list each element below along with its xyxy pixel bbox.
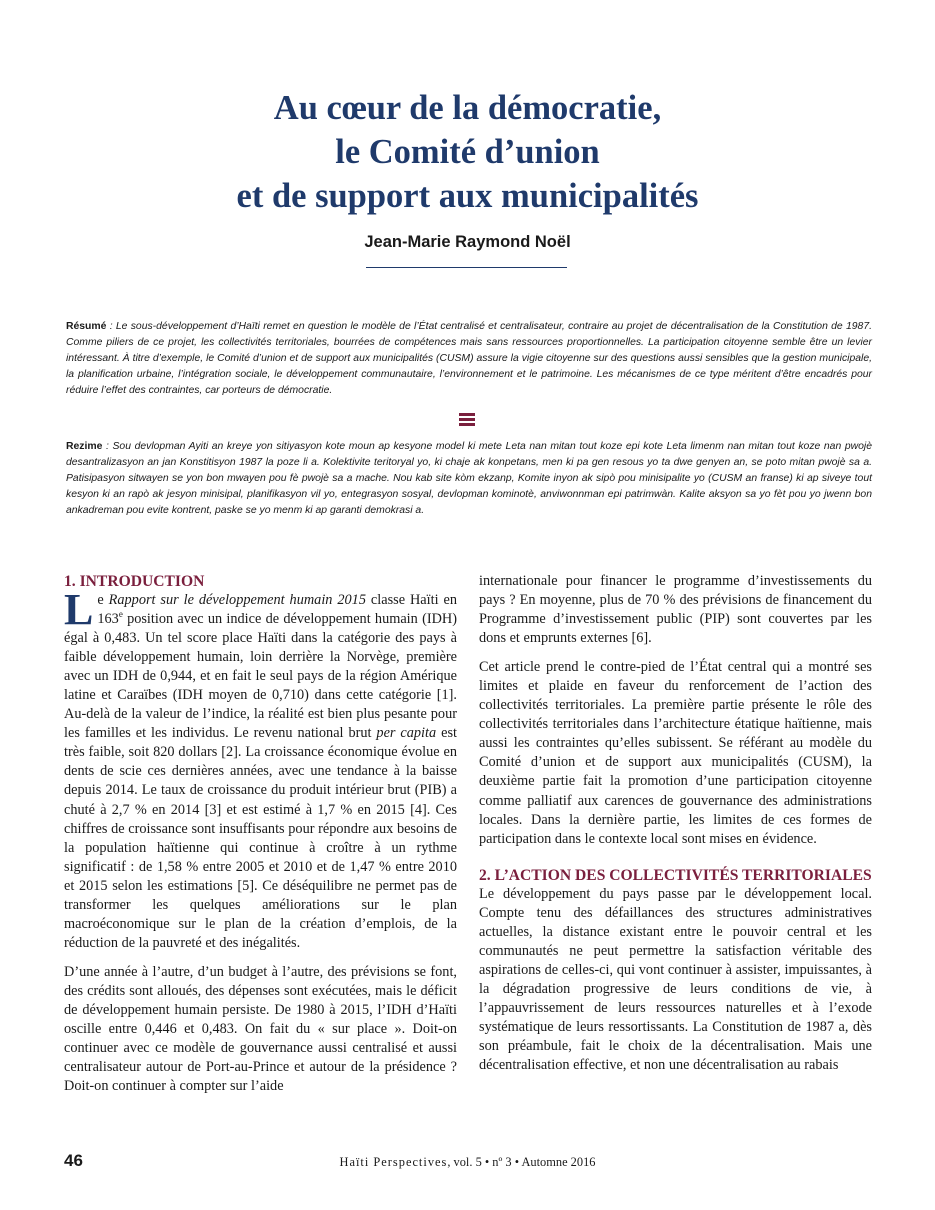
abstract-creole-label: Rezime — [66, 441, 103, 452]
intro-text-d: est très faible, soit 820 dollars [2]. La croissance économique évolue en dents de scie ces dernières années, avec une tendance à la baisse depuis 2014. Le taux de croissance du produit intérieur brut (PIB) a chuté à 2,7 % en 2014 [3] et est estimé à 1,7 % en 2015 [4]. Ces chiffres de croissance sont insuffisants pour répondre aux besoins de la population haïtienne qui continue à croître à un rythme significatif : de 1,58 % entre 2005 et 2010 et de 1,47 % entre 2010 et 2015 selon les estimations [5]. Ce déséquilibre ne permet pas de transformer les quelques améliorations sur le plan macroéconomique sur le plan de la création d’emplois, de la réduction de la pauvreté et des inégalités. — [64, 725, 457, 951]
title-line-2: le Comité d’union — [335, 133, 600, 171]
intro-paragraph-1 — [64, 585, 457, 953]
author-name: Jean-Marie Raymond Noël — [364, 233, 571, 251]
intro-paragraph-3: internationale pour financer le programme d’investissements du pays ? En moyenne, plus de 70 % des prévisions de financement du Programme d’investissement public (PIP) sont couvertes par les dons et emprunts externes [6]. — [479, 573, 872, 647]
report-title: Rapport sur le développement humain 2015 — [108, 592, 366, 608]
author-underline — [366, 267, 567, 268]
title-line-1: Au cœur de la démocratie, — [273, 89, 662, 127]
section-heading-collectivites: 2. L’ACTION DES COLLECTIVITÉS TERRITORIALES — [479, 866, 872, 884]
drop-cap: L — [64, 585, 94, 634]
journal-issue: , vol. 5 • nº 3 • Automne 2016 — [447, 1155, 596, 1169]
intro-paragraph-2: D’une année à l’autre, d’un budget à l’autre, des prévisions se font, des crédits sont alloués, des dépenses sont exécutées, mais le déficit de développement humain persiste. De 1980 à 2015, l’IDH d’Haïti oscille entre 0,446 et 0,483. On fait du « sur place ». Doit-on continuer avec ce modèle de gouvernance aussi centralisé et aussi centralisateur autour de Port-au-Prince et autour de la présidence ? Doit-on continuer à compter sur l’aide — [64, 963, 457, 1095]
intro-text-c: position avec un indice de développement humain (IDH) égal à 0,483. Un tel score place Haïti dans la catégorie des pays à faible développement humain, loin derrière la Norvège, première avec un IDH de 0,944, et en fait le seul pays de la région Amérique latine et Caraïbes (IDH moyen de 0,710) dans cette catégorie [1]. Au-delà de la valeur de l’indice, la réalité est bien plus pesante pour les familles et les individus. Le revenu national brut — [64, 611, 457, 742]
section-heading-introduction: 1. INTRODUCTION — [64, 573, 205, 590]
title-line-3: et de support aux municipalités — [236, 177, 699, 215]
column-left — [64, 572, 457, 1106]
abstract-french-label: Résumé — [66, 321, 107, 332]
page-number: 46 — [64, 1151, 83, 1170]
superscript-e: e — [118, 609, 123, 620]
abstract-french-text: : Le sous-développement d’Haïti remet en question le modèle de l’État centralisé et centralisateur, contraire au projet de décentralisation de la Constitution de 1987. Comme piliers de ce projet, les collectivités territoriales, bourrées de compétences mais sans ressources proportionnelles. La participation citoyenne semble être un levier intéressant. À titre d’exemple, le Comité d’union et de support aux municipalités (CUSM) assure la vigie citoyenne sur des questions aussi sensibles que la gestion municipale, la planification urbaine, l’intégration sociale, le développement communautaire, l’environnement et le patrimoine. Les mécanismes de ce type méritent d’être encadrés pour réduire l’effet des contraintes, car porteurs de démocratie. — [66, 321, 872, 396]
abstract-creole-text: : Sou devlopman Ayiti an kreye yon sitiyasyon kote moun ap kesyone model ki mete Leta nan mitan tout koze epi kote Leta limenm nan mitan tout koze nan pwojè desantralizasyon an jan Konstitisyon 1987 la poze li a. Kolektivite teritoryal yo, ki chaje ak konpetans, men ki pa gen resous yo ta dwe genyen an, se poto mitan pwojè sa a. Patisipasyon sitwayen se yon bon mwayen pou fè pwojè sa a mache. Nou kab site kòm ekzanp, Komite inyon ak sipò pou minisipalite yo (CUSM an franse) ki ap siveye tout kesyon ki an rapò ak jesyon minisipal, planifikasyon vil yo, entegrasyon sosyal, devlopman kominotè, anviwonnman epi patrimwàn. Kalite aksyon sa yo fèt pou yo jwenn bon ankadreman pou evite kontrent, paske se yo menm ki ap garanti demokrasi a. — [66, 441, 872, 516]
intro-text-a: e — [97, 592, 109, 608]
intro-paragraph-4: Cet article prend le contre-pied de l’État central qui a montré ses limites et plaide en faveur du renforcement de l’action des collectivités territoriales. La première partie présente le rôle des collectivités territoriales dans l’architecture étatique haïtienne, mais aussi les contraintes qu’elles subissent. Se référant au modèle du Comité d’union et de support aux municipalités (CUSM), la deuxième partie fait la promotion d’une participation citoyenne comme palliatif aux carences de gouvernance des administrations locales. Dans la dernière partie, les limites de ces formes de participation dans le contexte local sont mises en évidence. — [479, 659, 872, 847]
per-capita-italic: per capita — [376, 725, 437, 742]
section2-paragraph-1: Le développement du pays passe par le développement local. Compte tenu des défaillances des structures administratives actuelles, la distance existant entre le pouvoir central et les communautés ne peut permettre la satisfaction véritable des aspirations de celles-ci, qui vont continuer à assister, impuissantes, à la dégradation progressive de leurs conditions de vie, à l’appauvrissement de leurs ressources naturelles et à l’exode systématique de leurs ressortissants. La Constitution de 1987 a, dès son préambule, fait le choix de la décentralisation. Mais une décentralisation effective, et non une décentralisation au rabais — [479, 885, 872, 1074]
abstract-creole — [66, 439, 872, 519]
abstract-french — [66, 319, 872, 399]
column-right — [479, 572, 872, 1085]
section-divider-icon — [459, 413, 475, 427]
journal-name: Haïti Perspectives — [339, 1155, 448, 1169]
article-title — [0, 86, 935, 218]
journal-citation — [0, 1155, 935, 1170]
intro-text-b: classe Haïti en 163 — [97, 592, 457, 628]
